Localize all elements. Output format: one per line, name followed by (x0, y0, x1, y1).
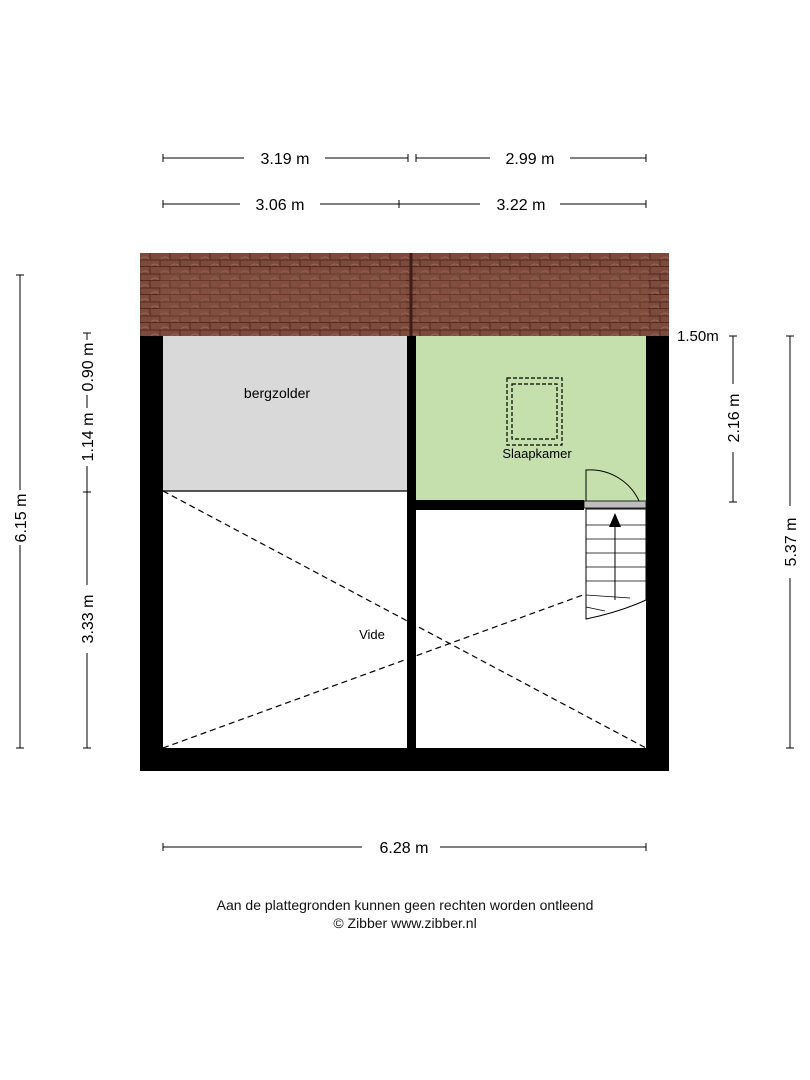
dim-left-1-14: 1.14 m (80, 412, 97, 462)
dim-right-2-16: 2.16 m (726, 393, 743, 443)
dim-right-1-50: 1.50m (677, 328, 719, 345)
copyright-text: © Zibber www.zibber.nl (333, 915, 477, 931)
right-wall (646, 336, 669, 771)
left-wall (140, 336, 163, 771)
bedroom-room (416, 336, 646, 502)
bedroom-wall (416, 500, 584, 510)
bedroom-label: Slaapkamer (502, 446, 572, 461)
dim-right-5-37: 5.37 m (783, 517, 800, 567)
dim-bottom-6-28: 6.28 m (379, 840, 429, 857)
void-label: Vide (359, 627, 385, 642)
dimension-top-row2 (163, 200, 646, 208)
dim-top-2-99: 2.99 m (505, 151, 555, 168)
dim-left-6-15: 6.15 m (13, 493, 30, 543)
void-diagonal-2 (163, 572, 646, 748)
dimension-top-row1 (163, 154, 646, 162)
dimension-left-inner (83, 333, 91, 748)
staircase-icon (586, 509, 646, 619)
disclaimer-text: Aan de plattegronden kunnen geen rechten worden ontleend (216, 897, 594, 913)
storage-room (163, 336, 407, 491)
void-diagonal-1 (163, 491, 646, 748)
roof-shade-right (416, 270, 648, 322)
center-wall (407, 336, 416, 748)
dim-left-0-90: 0.90 m (80, 342, 97, 392)
bottom-wall (140, 748, 669, 771)
dim-top-3-06: 3.06 m (255, 197, 305, 214)
roof-shade-left (160, 270, 406, 322)
dim-top-3-22: 3.22 m (496, 197, 546, 214)
dim-left-3-33: 3.33 m (80, 594, 97, 644)
storage-label: bergzolder (243, 385, 311, 401)
dim-top-3-19: 3.19 m (260, 151, 310, 168)
